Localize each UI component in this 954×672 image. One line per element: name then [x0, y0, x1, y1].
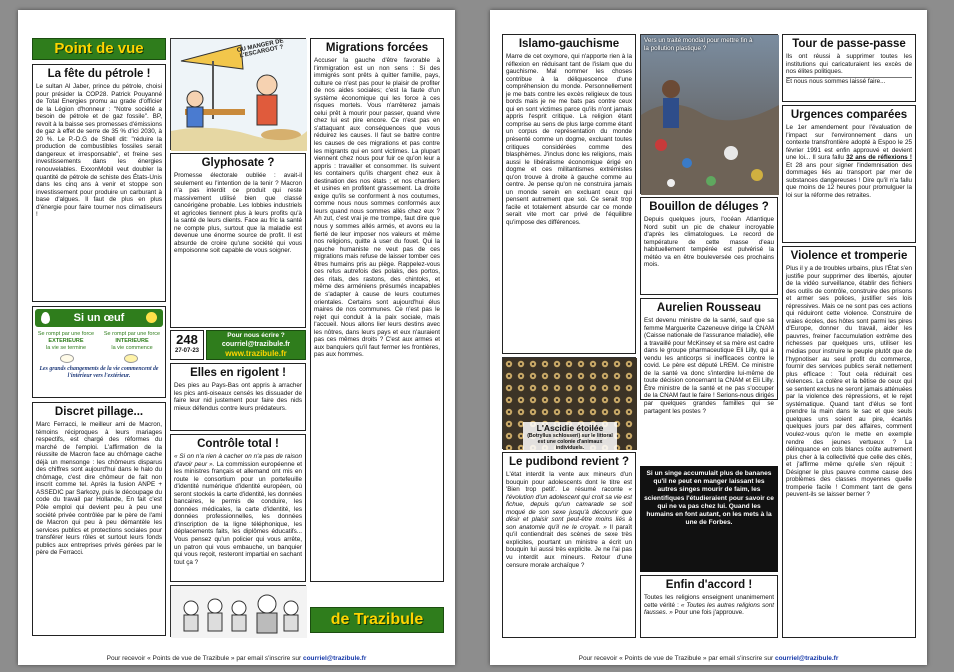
article-title: Elles en rigolent ! [190, 367, 286, 379]
point-de-vue-banner: Point de vue [32, 38, 166, 60]
urgences-comparees-article [782, 105, 916, 243]
oeuf-title: Si un œuf [73, 312, 125, 324]
oeuf-title-bar [35, 309, 163, 327]
article-title: La fête du pétrole ! [47, 68, 151, 80]
egg-icon [41, 312, 50, 324]
singe-quote-text: Si un singe accumulait plus de bananes qu'il ne peut en manger laissant les autres singes mourir de faim, les scientifiques l'étudieraient pour savoir ce qui ne va pas chez lui. Quand les humains en font autant, on les mets à la une de Forbes. [644, 470, 774, 527]
escargot-cartoon [170, 38, 306, 150]
issue-badge [170, 330, 204, 360]
article-body-2: Il paraît qu'il contiendrait des scènes de sexe très explicites, pourtant un ministre a écrit un bouquin lui aussi très explicite. Je ne l'ai pas vu interdit aux mineurs. Retour d'une censure morale archaïque ? [506, 523, 632, 569]
article-body: Ils ont réussi à supprimer toutes les institutions qui caricaturaient les excès de nos élites politiques. [786, 53, 912, 76]
article-end: Pour une fois j'approuve. [672, 609, 744, 617]
oeuf-right [101, 331, 163, 351]
photo-drawing [641, 35, 779, 195]
article-title: Urgences comparées [790, 109, 908, 121]
contact-box [206, 330, 306, 360]
article-quote: « l'évolution d'un adolescent qui croit sa vie est fichue, depuis qu'un camarade se soit moqué de son sexe jusqu'à découvrir que désir et plaisir sont peut-être moins liés à son anatomie qu'il ne le croyait. » [506, 486, 632, 531]
bouillon-de-deluges-article [640, 197, 778, 295]
migrations-forcees-article [310, 38, 444, 582]
article-body: Promesse électorale oubliée : avait-il seulement eu l'intention de la tenir ? Macron n'a pas interdit ce produit qui reste massivement utilisé bien que classé cancérigène probable. Les lobbies industriels et agricoles tiennent plus à leurs profits qu'à la santé de leurs clients. Face au fric la santé ne compte plus, surtout que la maladie est devenue une énorme source de profit. Il est absurde de croire qu'une société qui vous empoisonne soit capable de vous soigner. [174, 172, 302, 255]
oeuf-right-1: Se rompt par une force [103, 331, 161, 337]
article-body-1: L'état interdit la vente aux mineurs d'un bouquin pour adolescents dont le titre est 'Bien trop petit'. Le résumé raconte [506, 471, 632, 494]
oeuf-right-2: INTERIEURE [115, 337, 149, 344]
elles-en-rigolent-article [170, 363, 306, 431]
article-title: Tour de passe-passe [792, 38, 906, 50]
issue-date: 27-07-23 [174, 348, 200, 354]
article-title: Islamo-gauchisme [518, 38, 620, 50]
page1-footer [18, 655, 455, 662]
enfin-daccord-article [640, 575, 778, 638]
ascidie-title: L'Ascidie étoilée [536, 423, 604, 433]
article-body: Des pies au Pays-Bas ont appris à arracher les pics anti-oiseaux censés les dissuader de faire leur nid justement pour faire des nids mieux défendus contre leurs prédateurs. [174, 382, 302, 412]
islamo-gauchisme-article [502, 34, 636, 354]
article-title: Bouillon de déluges ? [649, 201, 769, 213]
crowd-cartoon [170, 585, 306, 637]
article-title: Aurelien Rousseau [656, 302, 762, 314]
article-quote: « Toutes les autres religions sont fausses. » [644, 601, 774, 617]
page2-footer [490, 655, 927, 662]
article-body-2: Et 28 ans pour signer l'indemnisation des dommages liés au transport par mer de substances dangereuses ! Dire qu'il n'a fallu que moins de 12 heures pour promulguer la loi sur la réforme des retraites. [786, 161, 912, 199]
article-body: Est devenu ministre de la santé, sauf que sa femme Marguerite Cazeneuve dirige la CNAM (Caisse nationale de l'assurance maladie), elle a travaillé pour McKinsey et sa mère est cadre dans le groupe pharmaceutique Eli Lilly, qui a vendu les anticorps si inefficaces contre le covid. Le père est député LREM. Ce ministre de la santé va donc s'interdire lui-même de toute décision concernant la CNAM et Eli Lilly. Être ministre de la santé et ne pas s'occuper de la CNAM faut le faire ! Serions-nous dirigés par quelques grandes familles qui se partagent les postes ? [644, 317, 775, 415]
article-title: Enfin d'accord ! [665, 579, 753, 591]
article-body: Depuis quelques jours, l'océan Atlantique Nord subit un pic de chaleur incroyable d'après les climatologues. Le record de température de cette masse d'eau habituellement tempérée est pulvérisé la météo va en être bouleversée ces prochains mois. [644, 216, 774, 269]
article-body: La commission européenne et les ministres français et allemand ont mis en route le consortium pour un portefeuille d'identité numérique d'identité européen, où seront stockés la carte d'identité, les données bancaires, le permis de conduire, les données médicales, la carte d'identité, les données professionnelles, les données d'inscription de la ligne téléphonique, les déplacements faits, les diplômes éducatifs... Vous pensez qu'un policier qui vous arrête, un patron qui vous embauche, un banquier qui vous reçoit, resteront impartial en sachant tout ça ? [174, 460, 303, 566]
article-body-1: Le 1er amendement pour l'évaluation de l'impact sur l'environnement dans un contexte transfrontière adopté à Espoo le 25 février 1991 est enfin approuvé et devient une loi... Il sura fallu [786, 124, 912, 162]
controle-total-article [170, 434, 306, 582]
newsletter-page-2 [490, 10, 927, 665]
tour-de-passe-passe-article [782, 34, 916, 102]
fete-du-petrole-article [32, 64, 166, 302]
oeuf-caption: Les grands changements de la vie commencent de l'intérieur vers l'extérieur. [39, 366, 159, 379]
pudibond-article [502, 452, 636, 638]
article-body: Accuser la gauche d'être favorable à l'immigration est un non sens : Si des immigrés sont prêts à quitter famille, pays, culture ce n'est pas pour le plaisir de profiter de nos aides sociales; c'est la faute d'un système économique qui les force à ces risques mortels. Vous n'arrêterez jamais celui prêt à mourir pour passer, quand vivre chez lui est pire encore. Ce n'est pas en s'attaquant aux conséquences que vous réduirez les causes. Il faut se battre contre les causes de ces migrations et pas contre les migrants qui en sont victimes. La plupart viennent chez nous pour fuir ce qu'on leur a appris : travailler et consommer. Ils suivent les containers qu'ils chargent chez eux à destination des nos états ; et nos chantiers et usines en profitent grassement. La droite exige qu'ils se conforment à nos coutumes, comme nous nous sommes conformés aux leurs quand nous sommes allés chez eux ? Ah zut, c'est vrai je me trompe, faut dire que nous y sommes allés armés, et avons eu la fierté de leur imposer nos valeurs et même nos religions, quitte à user du fouet. Qui la gauche humaniste ne veut pas de ces migrations mais refuse de laisser tomber ces êtres humains pris au piège. Rappelez-vous ces refus autrefois des polaks, des portos, des ritals, des rastons, des chintoks, et même des arméniens présumés incapables de s'adapter à cause de leurs coutumes orientales. Certains sont aujourd'hui élus maires de nos communes. Ce n'est pas le rejet qui conduit à la paix sociale, mais l'accueil. Nous allons lier leurs destins avec les nôtres, dans leurs pays et eux n'auraient pas ces mêmes droits ? C'est aux armes et aux banquiers qu'il faut fermer les frontières, pas aux hommes. [314, 57, 440, 359]
glyphosate-article [170, 153, 306, 328]
ascidie-photo [502, 357, 636, 449]
article-highlight: 32 ans de réflexions ! [846, 154, 912, 162]
website-link[interactable]: www.trazibule.fr [225, 349, 287, 358]
hatched-egg-icon [124, 354, 138, 363]
footer-text: Pour recevoir « Points de vue de Trazibule » par email s'inscrire sur [106, 655, 303, 662]
article-title: Glyphosate ? [201, 157, 275, 169]
chick-icon [146, 312, 157, 323]
contact-prompt: Pour nous écrire ? [227, 332, 285, 339]
article-title: Le pudibond revient ? [508, 456, 630, 468]
issue-number: 248 [176, 332, 198, 347]
article-title: Discret pillage... [54, 406, 144, 418]
oeuf-right-3: la vie commence [111, 344, 153, 351]
crowd-drawing [171, 586, 307, 638]
oeuf-left-2: EXTERIEURE [48, 337, 84, 344]
plastic-pollution-photo [640, 34, 778, 194]
trazibule-brand: de Trazibule [310, 607, 444, 633]
ascidie-label [523, 422, 617, 452]
eggs-illustration [35, 354, 163, 363]
article-body: Marre de cet oxymore, qui n'apporte rien à la réflexion en réduisant tant de l'islam que du gauchisme. Mal nommer les choses contribue à la déliquescence d'une compréhension du monde. Personnellement je me bats contre les excès religieux de tous bords mais je ne me bats pas contre ceux qui en sont victimes parce qu'ils n'ont jamais appris l'esprit critique. La religion étant comprise au sens de plus large comme étant un corpus de représentation du monde présenté comme un dogme, excluant toutes critiques considérées comme des blasphèmes. J'inclus donc les religions, mais aussi le libéralisme économique érigé en dogme et ces militantismes extrémistes qu'on trouve à droite à gauche comme au centre. Je pense qu'on ne construira jamais un monde serein en excluant ceux qui pensent autrement que soi. Ce serait trop facile et totalement absurde car ce monde serait vite mort car privé de l'équilibre qu'impose des différences. [506, 53, 632, 227]
newsletter-page-1 [18, 10, 455, 665]
oeuf-left [35, 331, 97, 351]
cartoon-caption: OU MANGER DE L'ESCARGOT ? [236, 38, 285, 60]
article-title: Violence et tromperie [790, 250, 908, 262]
footer-email[interactable]: courriel@trazibule.fr [302, 655, 367, 662]
article-quote: « Si on n'a rien à cacher on n'a pas de raison d'avoir peur ». [174, 453, 302, 468]
article-body: Le sultan Al Jaber, prince du pétrole, choisi pour présider la COP28. Patrick Pouyanné de Total Energies promu au grade d'officier de la Légion d'honneur : "Notre société a besoin de pétrole et de gaz fossile". BP, revoit à la baisse ses promesses d'émissions de gaz à effet de serre de 35 % d'ici 2030, à 20 %. Le P.-D.G de Shell dit: "réduire la production de combustibles fossiles serait dangereux et irresponsable", et freine ses investissements dans les énergies renouvelables. ExxonMobil veut doubler la quantité de pétrole de schiste des États-Unis dans les cinq ans à venir et stoppe son investissement pour produire un carburant à base d'algues. Il faut de plus en plus d'énergie pour faire tourner nos climatiseurs ! [36, 83, 162, 219]
article-title: Migrations forcées [325, 42, 429, 54]
article-title: Contrôle total ! [197, 438, 279, 450]
violence-et-tromperie-article [782, 246, 916, 638]
rousseau-article [640, 298, 778, 415]
article-end: Et nous nous sommes laissé faire... [786, 77, 912, 86]
oeuf-left-1: Se rompt par une force [37, 331, 95, 337]
oeuf-left-3: la vie se termine [45, 344, 87, 351]
footer-text: Pour recevoir « Points de vue de Trazibule » par email s'inscrire sur [578, 655, 775, 662]
article-body: Marc Ferracci, le meilleur ami de Macron, témoins réciproques à leurs mariages respectifs, est chargé des réformes du marché de l'emploi. L'affirmation de la réussite de Macron face au chômage cache déjà un mensonge : les chômeurs disparus des chiffres sont aujourd'hui dans le halo du chômage, c'est dire chômeur de fait non inscrit comme tel. Après la fusion ANPE + ASSEDIC par Sarkozy, puis le découpage du code du travail par Hollande, En fait c'est Pôle emploi qui devient peu à peu une société privée contrôlée par le père de l'ami de Macron qui peu à peu démantèle les services publics et protections sociales pour transférer leurs rôles et surtout leurs fonds publics aux entreprises privés gérées par le père de Ferracci. [36, 421, 162, 557]
article-body: Plus il y a de troubles urbains, plus l'État s'en justifie pour supprimer des libertés, ajouter de la vidéo surveillance, établir des fichiers des outils de contrôle, construire des prisons et armer ses polices, justifier ses lois répressives. Mais ce ne sont pas ces actions qui réduiront cette violence. Construire de vraies écoles, des hôtes sont parmi les pires d'Europe, donner du travail, aider les pauvres, freiner l'accumulation extrême des richesses par quelques uns, utiliser les médias pour instruire le peuple plutôt que de l'hypnotiser au seul profit du commerce, fournir des services publics serait nettement plus efficace : Tout cela réduirait ces violences. La colère et la bêtise de ceux qui se sentent exclus ne seront jamais atténuées par la violence des répressions, et le rejet systématique. Quand tant d'élus se font prendre la main dans le sac et que seuls quelques uns soient au pire, écartés quelques jours par des affaires, comment voulez-vous qu'on le mette en exemple rendre des jeunes vertueux ? La délinquance en cols blancs coûte autrement plus cher à la collectivité que celle des cités, et j'affirme même qu'elle s'en réjouit : Désigner le plus pauvre comme cause des problèmes des classes moyennes quelle tromperie facile ! Comment tant de gens peuvent-ils se laisser berner ? [786, 265, 913, 499]
cracked-egg-icon [60, 354, 74, 363]
si-un-oeuf-box [32, 306, 166, 398]
ascidie-caption: (Botryllus schlosseri) sur le littoral est une colonie d'animaux individuels. [527, 433, 613, 451]
photo-caption: Vers un traité mondial pour mettre fin à la pollution plastique ? [644, 37, 753, 52]
discret-pillage-article [32, 402, 166, 636]
footer-email[interactable]: courriel@trazibule.fr [774, 655, 839, 662]
singe-quote-box [640, 466, 778, 572]
contact-email[interactable]: courriel@trazibule.fr [207, 340, 305, 349]
article-body: Toutes les religions enseignent unanimement cette vérité : [644, 594, 774, 609]
